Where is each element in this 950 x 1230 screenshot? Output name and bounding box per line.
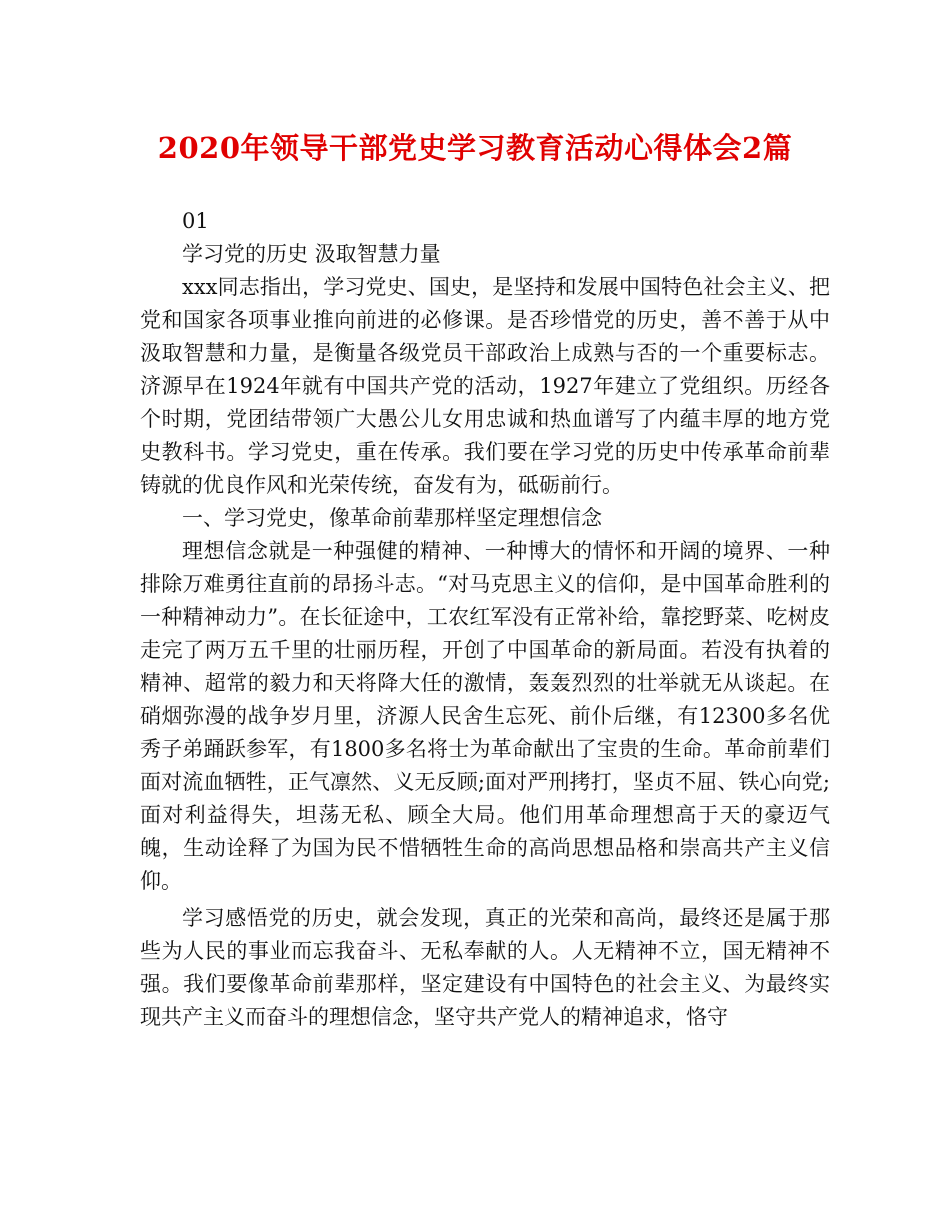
document-title: 2020年领导干部党史学习教育活动心得体会2篇 bbox=[157, 131, 793, 165]
subsection-heading: 一、学习党史，像革命前辈那样坚定理想信念 bbox=[182, 506, 602, 530]
body-paragraph: 理想信念就是一种强健的精神、一种博大的情怀和开阔的境界、一种排除万难勇往直前的昂扬斗志。“对马克思主义的信仰，是中国革命胜利的一种精神动力”。在长征途中，工农红军没有正常补给，靠挖野菜、吃树皮走完了两万五千里的壮丽历程，开创了中国革命的新局面。若没有执着的精神、超常的毅力和天将降大任的激情，轰轰烈烈的壮举就无从谈起。在硝烟弥漫的战争岁月里，济源人民舍生忘死、前仆后继，有12300多名优秀子弟踊跃参军，有1800多名将士为革命献出了宝贵的生命。革命前辈们面对流血牺牲，正气凛然、义无反顾;面对严刑拷打，坚贞不屈、铁心向党;面对利益得失，坦荡无私、顾全大局。他们用革命理想高于天的豪迈气魄，生动诠释了为国为民不惜牺牲生命的高尚思想品格和崇高共产主义信仰。 bbox=[140, 539, 830, 893]
section-heading: 学习党的历史 汲取智慧力量 bbox=[182, 242, 441, 266]
document-body bbox=[140, 205, 830, 1034]
body-paragraph: xxx同志指出，学习党史、国史，是坚持和发展中国特色社会主义、把党和国家各项事业推向前进的必修课。是否珍惜党的历史，善不善于从中汲取智慧和力量，是衡量各级党员干部政治上成熟与否的一个重要标志。济源早在1924年就有中国共产党的活动，1927年建立了党组织。历经各个时期，党团结带领广大愚公儿女用忠诚和热血谱写了内蕴丰厚的地方党史教科书。学习党史，重在传承。我们要在学习党的历史中传承革命前辈铸就的优良作风和光荣传统，奋发有为，砥砺前行。 bbox=[140, 275, 830, 497]
body-paragraph: 学习感悟党的历史，就会发现，真正的光荣和高尚，最终还是属于那些为人民的事业而忘我奋斗、无私奉献的人。人无精神不立，国无精神不强。我们要像革命前辈那样，坚定建设有中国特色的社会主义、为最终实现共产主义而奋斗的理想信念，坚守共产党人的精神追求，恪守 bbox=[140, 906, 830, 1029]
section-number: 01 bbox=[182, 209, 209, 233]
